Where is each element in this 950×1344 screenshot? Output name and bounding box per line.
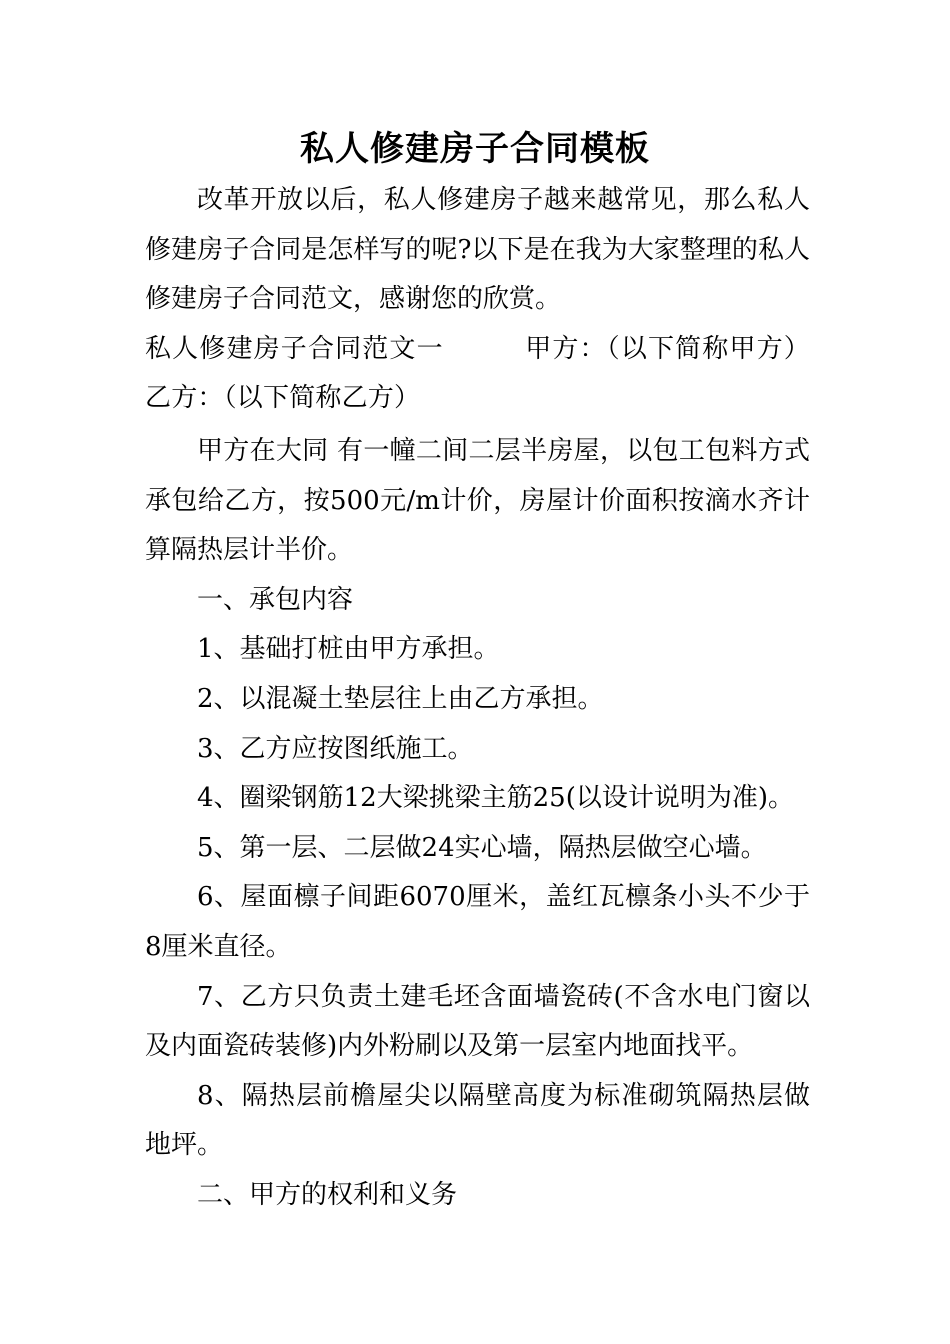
document-title: 私人修建房子合同模板 [300, 129, 650, 169]
clause-item-2: 2、以混凝土垫层往上由乙方承担。 [197, 683, 604, 714]
clause-item-6: 6、屋面檩子间距6070厘米，盖红瓦檩条小头不少于8厘米直径。 [145, 882, 810, 962]
clause-item-1: 1、基础打桩由甲方承担。 [197, 634, 500, 665]
intro-paragraph: 改革开放以后，私人修建房子越来越常见，那么私人修建房子合同是怎样写的呢?以下是在我为大家整理的私人修建房子合同范文，感谢您的欣赏。 [145, 185, 810, 315]
parties-paragraph: 私人修建房子合同范文一 甲方：（以下简称甲方）乙方：（以下简称乙方） [145, 333, 810, 414]
clause-item-8: 8、隔热层前檐屋尖以隔壁高度为标准砌筑隔热层做地坪。 [145, 1080, 810, 1161]
premise-paragraph: 甲方在大同 有一幢二间二层半房屋，以包工包料方式承包给乙方，按500元/m计价，房屋计价面积按滴水齐计算隔热层计半价。 [145, 435, 810, 566]
clause-item-7: 7、乙方只负责土建毛坯含面墙瓷砖(不含水电门窗以及内面瓷砖装修)内外粉刷以及第一层室内地面找平。 [145, 981, 810, 1062]
section-heading-1: 一、承包内容 [197, 584, 354, 615]
clause-item-4: 4、圈梁钢筋12大梁挑梁主筋25(以设计说明为准)。 [197, 783, 794, 814]
section-heading-2: 二、甲方的权利和义务 [197, 1179, 458, 1210]
document-body [145, 176, 810, 1220]
clause-item-3: 3、乙方应按图纸施工。 [197, 733, 474, 764]
clause-item-5: 5、第一层、二层做24实心墙，隔热层做空心墙。 [197, 832, 767, 863]
